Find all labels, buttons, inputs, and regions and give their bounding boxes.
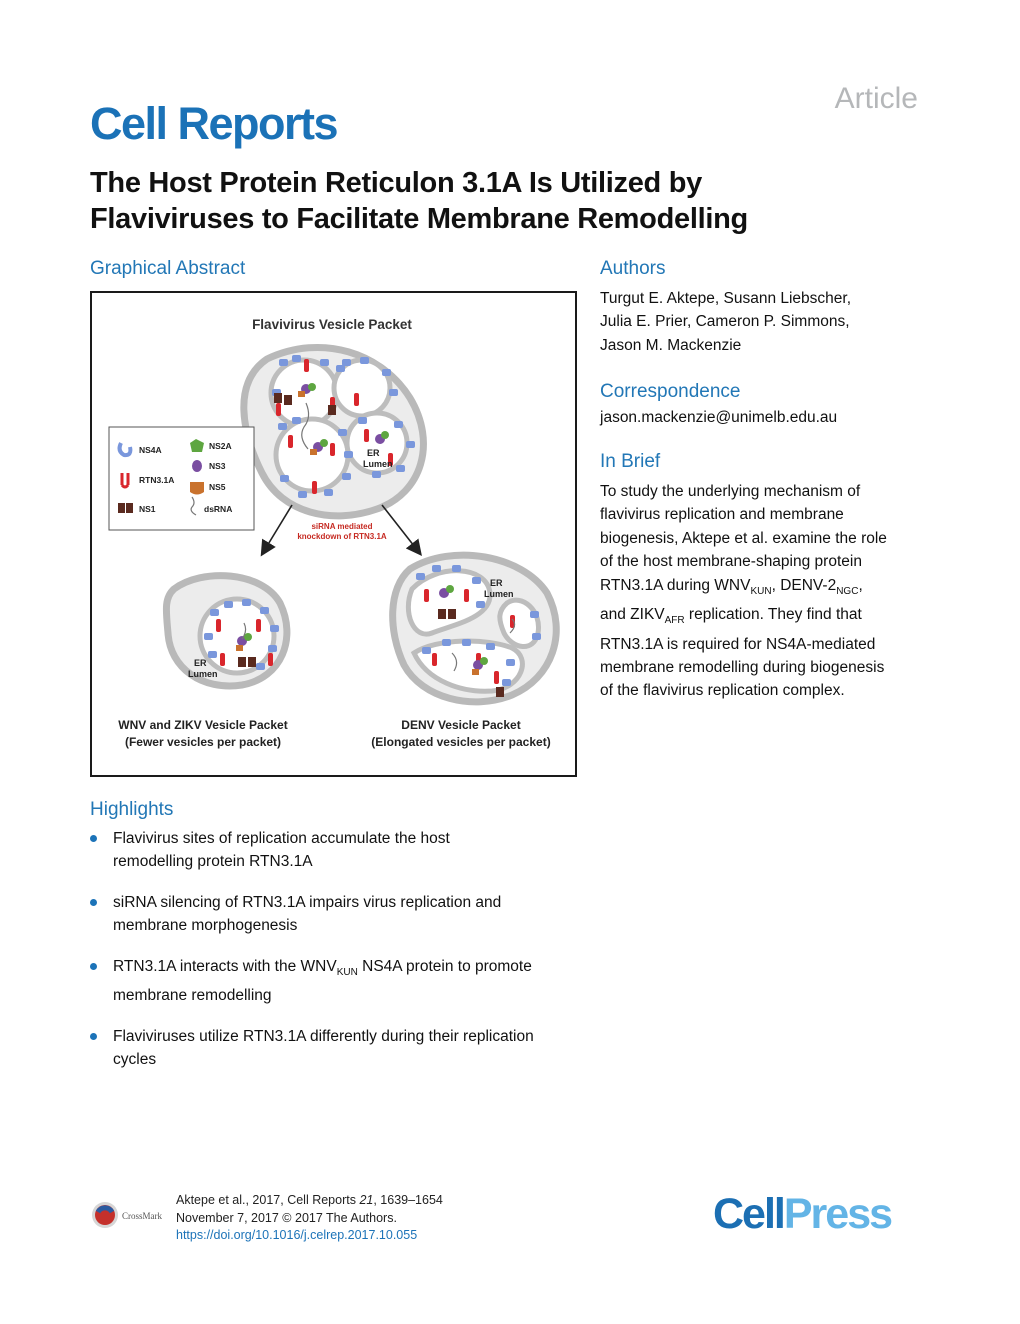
correspondence-heading: Correspondence (600, 381, 741, 402)
in-brief-line: biogenesis, Aktepe et al. examine the role (600, 529, 887, 547)
in-brief-line: RTN3.1A is required for NS4A-mediated (600, 635, 876, 653)
legend-ns2a (190, 439, 232, 452)
authors-line-2: Julia E. Prier, Cameron P. Simmons, (600, 313, 850, 331)
right-vesicle-packet (393, 555, 557, 702)
graphical-abstract-figure (90, 291, 577, 777)
authors-line-1: Turgut E. Aktepe, Susann Liebscher, (600, 290, 852, 307)
svg-text:NS2A: NS2A (209, 441, 232, 451)
paper-title-line-1: The Host Protein Reticulon 3.1A Is Utilized by (90, 167, 702, 199)
legend-ns3 (192, 460, 226, 472)
bullet-icon (90, 1033, 97, 1040)
svg-text:RTN3.1A: RTN3.1A (139, 475, 175, 485)
arrow-text-line-2: knockdown of RTN3.1A (297, 532, 387, 541)
citation-line-1: Aktepe et al., 2017, Cell Reports 21, 1639–1654 (176, 1193, 443, 1207)
svg-text:Lumen: Lumen (188, 669, 218, 679)
bullet-icon (90, 963, 97, 970)
bullet-icon (90, 835, 97, 842)
crossmark-badge[interactable] (90, 1198, 174, 1239)
svg-text:NS4A: NS4A (139, 445, 162, 455)
in-brief-heading: In Brief (600, 451, 661, 472)
highlights-heading: Highlights (90, 799, 174, 820)
in-brief-line: flavivirus replication and membrane (600, 506, 844, 524)
right-caption-line-1: DENV Vesicle Packet (401, 718, 521, 732)
top-vesicle-packet (244, 347, 424, 515)
journal-title[interactable]: Cell Reports (90, 98, 338, 149)
citation-line-2: November 7, 2017 © 2017 The Authors. (176, 1210, 397, 1225)
in-brief-line: To study the underlying mechanism of (600, 483, 861, 500)
legend (109, 427, 254, 530)
graphical-abstract-heading: Graphical Abstract (90, 258, 246, 279)
figure-title: Flavivirus Vesicle Packet (252, 317, 412, 332)
article-type-label: Article (834, 82, 918, 115)
left-caption-line-1: WNV and ZIKV Vesicle Packet (118, 718, 288, 732)
svg-text:NS1: NS1 (139, 504, 156, 514)
paper-title (90, 165, 890, 237)
doi-link[interactable]: https://doi.org/10.1016/j.celrep.2017.10.055 (176, 1228, 418, 1242)
in-brief-line: and $ZIKV_{AFR}$ replication. They find that (600, 606, 862, 627)
in-brief-line: membrane remodelling during biogenesis (600, 659, 885, 677)
svg-text:NS5: NS5 (209, 482, 226, 492)
highlight-item: siRNA silencing of RTN3.1A impairs virus replication and membrane morphogenesis (90, 891, 585, 938)
highlight-item: Flaviviruses utilize RTN3.1A differently during their replication cycles (90, 1025, 585, 1072)
svg-text:Lumen: Lumen (363, 459, 393, 469)
in-brief-line: RTN3.1A during $WNV_{KUN}$, DENV-$2_{NGC}$, (600, 576, 863, 597)
arrow-text-line-1: siRNA mediated (311, 522, 373, 531)
citation (176, 1192, 443, 1245)
left-caption-line-2: (Fewer vesicles per packet) (124, 735, 282, 749)
correspondence-email[interactable]: jason.mackenzie@unimelb.edu.au (600, 409, 838, 426)
in-brief-text (600, 480, 930, 703)
in-brief-line: of the host membrane-shaping protein (600, 553, 862, 571)
svg-text:dsRNA: dsRNA (204, 504, 233, 514)
cellpress-logo[interactable]: CellPress (713, 1190, 892, 1238)
left-vesicle-packet (166, 576, 287, 686)
paper-title-line-2: Flaviviruses to Facilitate Membrane Remodelling (90, 203, 748, 235)
svg-text:ER: ER (367, 448, 380, 458)
bullet-icon (90, 899, 97, 906)
svg-text:CrossMark: CrossMark (122, 1211, 162, 1221)
right-caption-line-2: (Elongated vesicles per packet) (371, 735, 551, 749)
svg-text:ER: ER (490, 578, 503, 588)
svg-text:Lumen: Lumen (484, 589, 514, 599)
in-brief-line: of the flavivirus replication complex. (600, 682, 845, 700)
authors-heading: Authors (600, 258, 666, 279)
svg-text:ER: ER (194, 658, 207, 668)
highlight-item: Flavivirus sites of replication accumulate the host remodelling protein RTN3.1A (90, 827, 585, 874)
highlight-item: RTN3.1A interacts with the $WNV_{KUN}$ NS4A protein to promote membrane remodelling (90, 955, 585, 1008)
svg-text:NS3: NS3 (209, 461, 226, 471)
authors-list (600, 287, 930, 357)
authors-line-3: Jason M. Mackenzie (600, 336, 742, 354)
highlights-list (90, 827, 585, 1088)
graphical-abstract-diagram (92, 293, 579, 779)
crossmark-icon (90, 1198, 174, 1234)
